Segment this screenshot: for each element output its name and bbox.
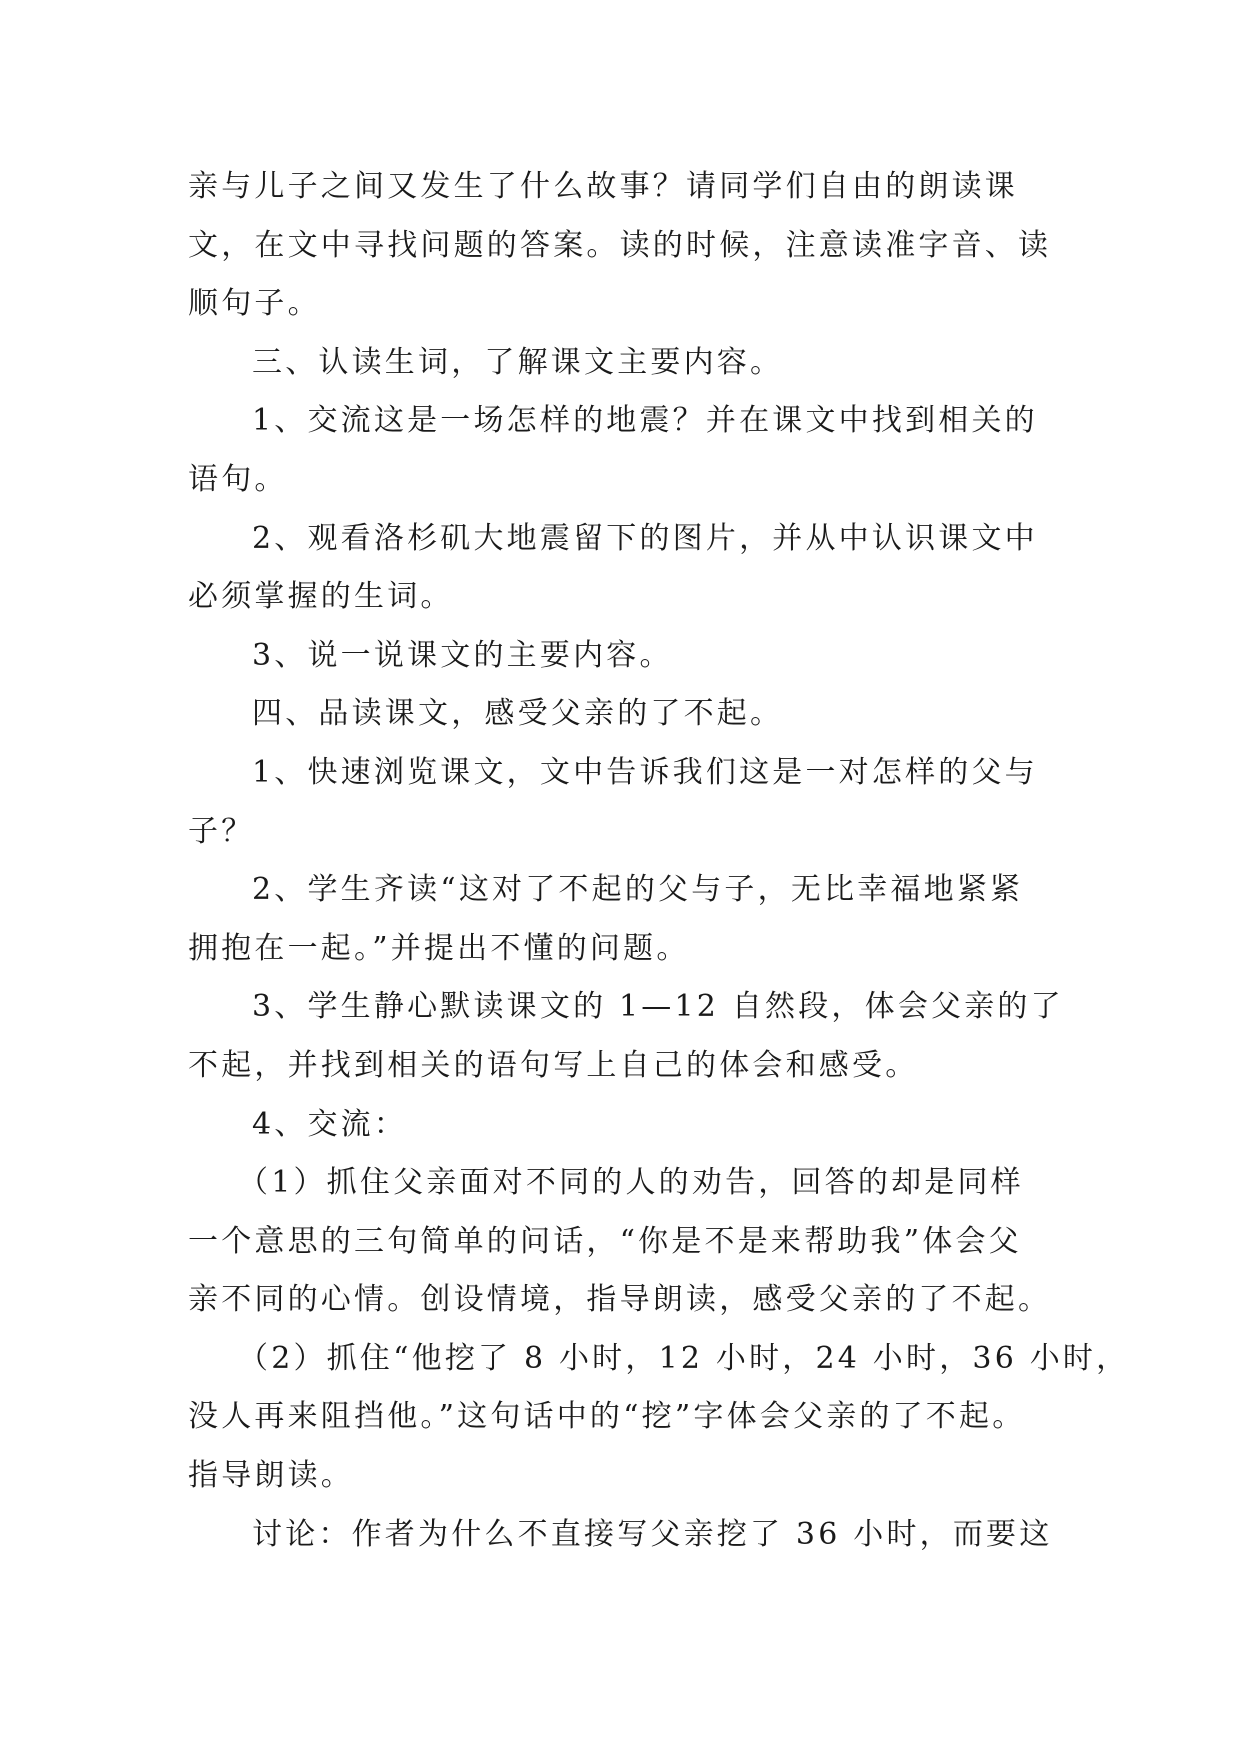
- text-line: 拥抱在一起。”并提出不懂的问题。: [188, 930, 690, 966]
- text-line: 顺句子。: [188, 286, 321, 322]
- section-heading: 四、品读课文，感受父亲的了不起。: [252, 696, 784, 732]
- text-line: 指导朗读。: [188, 1458, 354, 1494]
- text-line: 亲与儿子之间又发生了什么故事？请同学们自由的朗读课: [188, 169, 1018, 204]
- body-text: [188, 158, 1130, 1564]
- text-line: 2、学生齐读“这对了不起的父与子，无比幸福地紧紧: [252, 872, 1024, 908]
- text-line: 不起，并找到相关的语句写上自己的体会和感受。: [188, 1047, 919, 1083]
- section-heading: 三、认读生词，了解课文主要内容。: [252, 344, 784, 380]
- text-line: 语句。: [188, 461, 288, 497]
- text-line: 4、交流：: [252, 1106, 408, 1142]
- text-line: 讨论：作者为什么不直接写父亲挖了 36 小时，而要这: [252, 1516, 1053, 1552]
- text-line: 必须掌握的生词。: [188, 579, 454, 615]
- text-line: 1、快速浏览课文，文中告诉我们这是一对怎样的父与: [252, 754, 1038, 790]
- text-line: 亲不同的心情。创设情境，指导朗读，感受父亲的了不起。: [188, 1282, 1052, 1318]
- text-line: 1、交流这是一场怎样的地震？并在课文中找到相关的: [252, 403, 1038, 439]
- text-line: 2、观看洛杉矶大地震留下的图片，并从中认识课文中: [252, 520, 1038, 556]
- text-line: 3、说一说课文的主要内容。: [252, 637, 673, 673]
- text-line: 一个意思的三句简单的问话，“你是不是来帮助我”体会父: [188, 1223, 1022, 1259]
- text-line: 子？: [188, 813, 255, 849]
- text-line: （2）抓住“他挖了 8 小时，12 小时，24 小时，36 小时，: [238, 1340, 1130, 1376]
- text-line: 3、学生静心默读课文的 1—12 自然段，体会父亲的了: [252, 989, 1064, 1025]
- text-line: （1）抓住父亲面对不同的人的劝告，回答的却是同样: [238, 1165, 1024, 1201]
- text-line: 没人再来阻挡他。”这句话中的“挖”字体会父亲的了不起。: [188, 1399, 1026, 1435]
- text-line: 文，在文中寻找问题的答案。读的时候，注意读准字音、读: [188, 227, 1052, 263]
